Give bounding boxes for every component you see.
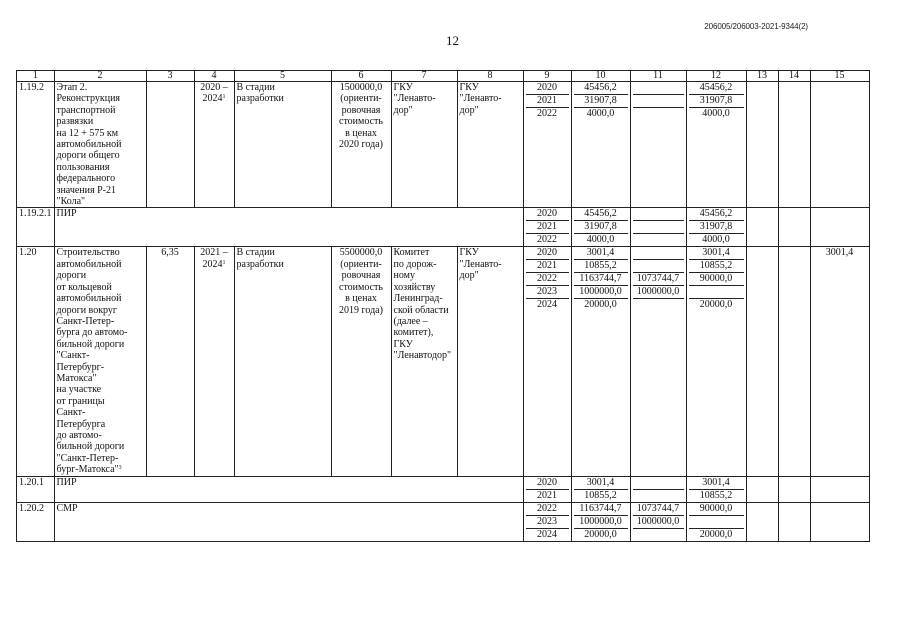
column-header: 12 [686,71,746,82]
cell-value: 2022 [537,108,557,119]
column-header: 11 [630,71,686,82]
status: В стадии разработки [234,82,331,208]
cell-value: 3001,4 [574,477,628,490]
cell-value: 3001,4 [689,477,744,490]
object-name: Строительство автомобильной дороги от кольцевой автомобильной дороги вокруг Санкт-Петер- бурга до автомо- бильной дороги "Санкт- Петербург- Матокса" на участке от границы Санкт- Петербурга до автомо- бильной дороги "Санкт-Петер- бург-Матокса"$^3$ [54,247,146,476]
cell-value: 31907,8 [574,95,628,108]
col-15 [810,502,869,541]
cell-value: 31907,8 [689,95,744,108]
regional-funding [686,247,746,476]
period: 2021 – 2024$^1$ [194,247,234,476]
row-number: 1.19.2.1 [17,208,55,247]
column-header: 9 [523,71,571,82]
total-funding [571,247,630,476]
cell-value: 10855,2 [584,489,617,501]
length-km [146,82,194,208]
cell-value [633,208,684,221]
header-row [17,71,870,82]
cell-value [633,260,684,273]
cell-value: 2023 [526,516,569,529]
cell-value [633,221,684,234]
row-number: 1.20.2 [17,502,55,541]
table-row [17,82,870,208]
object-name: СМР [54,502,523,541]
cell-value [633,529,684,541]
column-header: 7 [391,71,457,82]
cell-value: 1000000,0 [633,516,684,529]
column-header: 10 [571,71,630,82]
federal-funding [630,247,686,476]
cell-value: 10855,2 [574,260,628,273]
cell-value: 10855,2 [689,260,744,273]
table-row [17,502,870,541]
executor: ГКУ "Ленавто- дор" [457,247,523,476]
year-column [523,247,571,476]
cell-value [633,95,684,108]
cell-value: 4000,0 [702,234,730,246]
table-row [17,247,870,476]
cell-value: 31907,8 [689,221,744,234]
regional-funding [686,82,746,208]
cell-value: 2020 [526,477,569,490]
year-column [523,208,571,247]
column-header: 13 [746,71,778,82]
cell-value [633,234,684,246]
cell-value: 45456,2 [689,208,744,221]
cell-value: 2024 [537,299,557,311]
page-number: 12 [446,33,459,48]
cell-value: 31907,8 [574,221,628,234]
cell-value: 1163744,7 [574,273,628,286]
col-14 [778,502,810,541]
regional-funding [686,502,746,541]
cell-value [633,82,684,95]
regional-funding [686,208,746,247]
cell-value [633,247,684,260]
col-15 [810,82,869,208]
table-row [17,208,870,247]
cell-value: 10855,2 [699,489,733,501]
federal-funding [630,476,686,502]
cell-value: 20000,0 [584,528,617,540]
executor: ГКУ "Ленавто- дор" [457,82,523,208]
cell-value: 2020 [526,247,569,260]
row-number: 1.20.1 [17,476,55,502]
row-number: 1.19.2 [17,82,55,208]
cell-value: 1000000,0 [574,516,628,529]
col-14 [778,247,810,476]
cell-value: 2021 [537,489,557,501]
cell-value: 3001,4 [574,247,628,260]
cell-value: 4000,0 [586,234,615,246]
column-header: 5 [234,71,331,82]
status: В стадии разработки [234,247,331,476]
cell-value: 45456,2 [574,82,628,95]
cell-value: 90000,0 [689,503,744,516]
total-funding [571,82,630,208]
col-13 [746,82,778,208]
col-15 [810,208,869,247]
column-header: 4 [194,71,234,82]
cell-value: 4000,0 [586,108,615,119]
col-13 [746,247,778,476]
cell-value: 2021 [526,260,569,273]
cell-value: 1163744,7 [574,503,628,516]
col-13 [746,502,778,541]
cell-value [633,299,684,311]
cell-value: 2023 [526,286,569,299]
footnote-marker: 3 [118,465,122,472]
document-id: 206005/206003-2021-9344(2) [704,22,808,31]
col-15: 3001,4 [810,247,869,476]
cell-value [633,490,684,502]
cell-value: 45456,2 [574,208,628,221]
col-13 [746,208,778,247]
cell-value: 1073744,7 [633,273,684,286]
cell-value: 20000,0 [699,299,733,311]
col-14 [778,82,810,208]
cell-value: 2020 [526,208,569,221]
federal-funding [630,82,686,208]
federal-funding [630,502,686,541]
cell-value: 4000,0 [702,108,730,119]
cell-value: 2022 [537,234,557,246]
regional-funding [686,476,746,502]
total-funding [571,476,630,502]
estimated-cost: 5500000,0 (ориенти- ровочная стоимость в ценах 2019 года) [331,247,391,476]
cell-value: 2021 [526,221,569,234]
cell-value: 2024 [537,528,557,540]
column-header: 2 [54,71,146,82]
table-row [17,476,870,502]
footnote-marker: 1 [222,94,226,101]
estimated-cost: 1500000,0 (ориенти- ровочная стоимость в ценах 2020 года) [331,82,391,208]
program-table [16,70,870,542]
customer: Комитет по дорож- ному хозяйству Ленинград- ской области (далее – комитет), ГКУ "Ленавтодор" [391,247,457,476]
cell-value: 2022 [526,273,569,286]
col-14 [778,476,810,502]
object-name: ПИР [54,208,523,247]
column-header: 1 [17,71,55,82]
object-name: Этап 2. Реконструкция транспортной развязки на 12 + 575 км автомобильной дороги общего пользования федерального значения Р-21 "Кола" [54,82,146,208]
footnote-marker: 1 [222,259,226,266]
column-header: 8 [457,71,523,82]
customer: ГКУ "Ленавто- дор" [391,82,457,208]
cell-value: 3001,4 [689,247,744,260]
col-15 [810,476,869,502]
length-km: 6,35 [146,247,194,476]
cell-value: 2020 [526,82,569,95]
column-header: 14 [778,71,810,82]
cell-value: 2021 [526,95,569,108]
col-13 [746,476,778,502]
federal-funding [630,208,686,247]
cell-value: 20000,0 [584,299,617,311]
year-column [523,502,571,541]
cell-value: 1000000,0 [633,286,684,299]
cell-value: 20000,0 [699,528,733,540]
col-14 [778,208,810,247]
cell-value [633,477,684,490]
total-funding [571,208,630,247]
cell-value [689,516,744,529]
cell-value: 1000000,0 [574,286,628,299]
column-header: 15 [810,71,869,82]
cell-value: 45456,2 [689,82,744,95]
total-funding [571,502,630,541]
cell-value: 1073744,7 [633,503,684,516]
cell-value: 2022 [526,503,569,516]
year-column [523,82,571,208]
cell-value [689,286,744,299]
column-header: 3 [146,71,194,82]
cell-value: 90000,0 [689,273,744,286]
year-column [523,476,571,502]
object-name: ПИР [54,476,523,502]
column-header: 6 [331,71,391,82]
row-number: 1.20 [17,247,55,476]
cell-value [633,108,684,120]
period: 2020 – 2024$^1$ [194,82,234,208]
